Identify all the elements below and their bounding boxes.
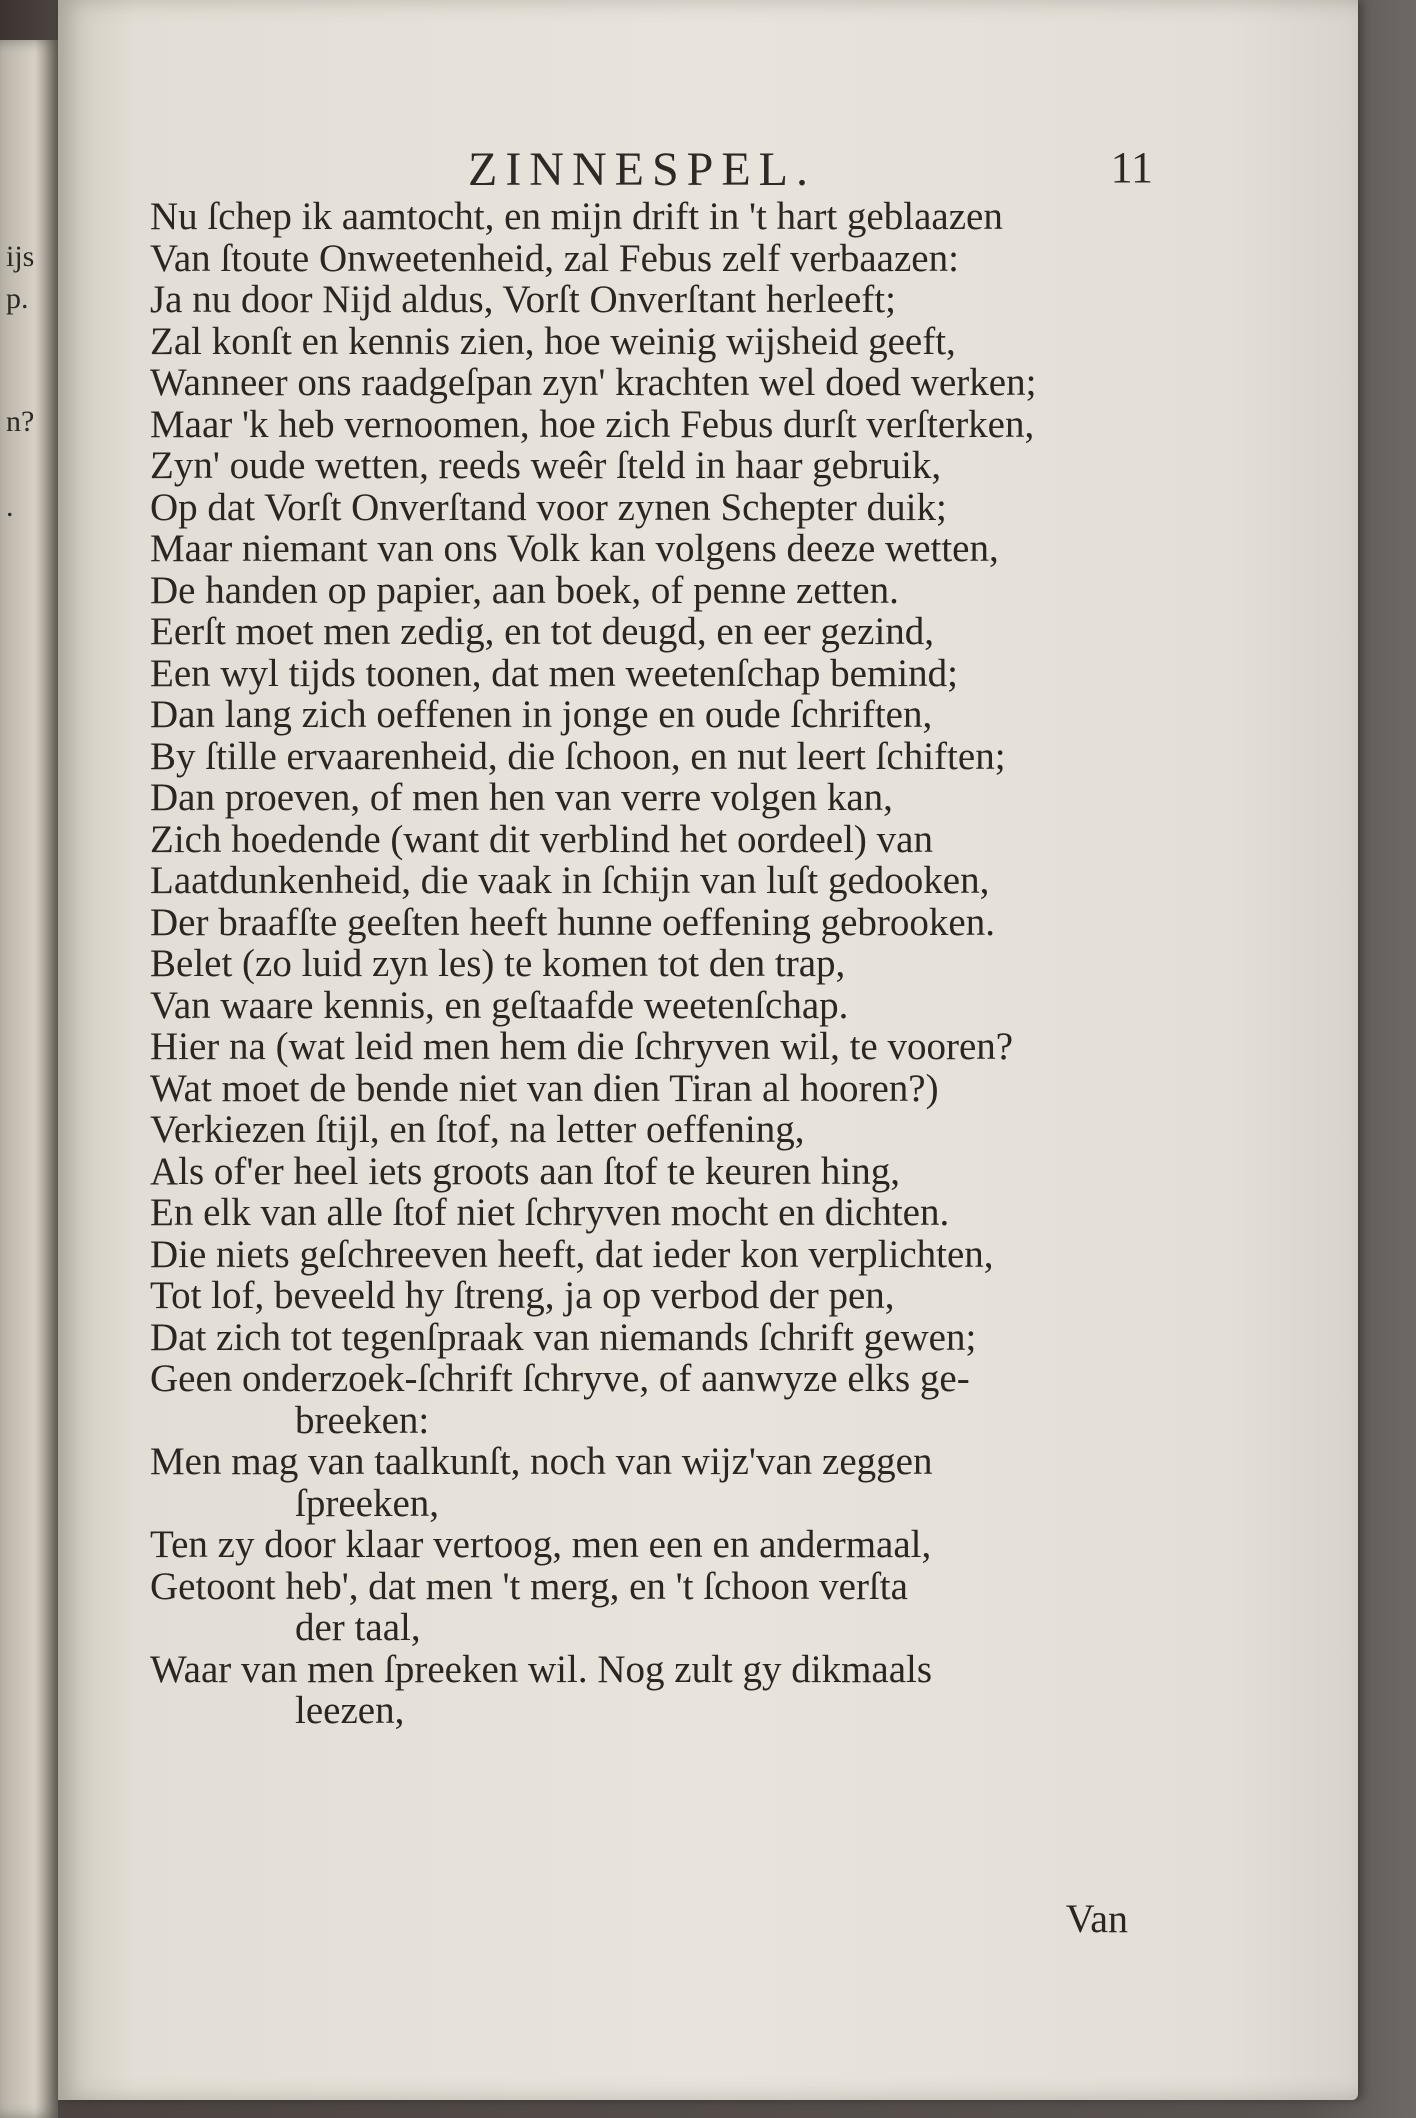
verse-line: breeken: [295, 1398, 430, 1442]
book-page [58, 0, 1358, 2100]
verse-line: Dat zich tot tegenſpraak van niemands ſchrift gewen; [150, 1315, 977, 1359]
verse-line: Maar 'k heb vernoomen, hoe zich Febus durſt verſterken, [150, 402, 1035, 446]
verse-line: Geen onderzoek-ſchrift ſchryve, of aanwyze elks ge- [150, 1357, 970, 1400]
verse-line: En elk van alle ſtof niet ſchryven mocht en dichten. [150, 1191, 950, 1234]
verse-line: Dan proeven, of men hen van verre volgen kan, [150, 776, 893, 819]
verse-line: Hier na (wat leid men hem die ſchryven wil, te vooren? [150, 1025, 1014, 1068]
verse-line: Een wyl tijds toonen, dat men weetenſchap bemind; [150, 651, 958, 695]
running-title: ZINNESPEL. [468, 143, 816, 196]
verse-line: Als of'er heel iets groots aan ſtof te keuren hing, [150, 1149, 900, 1193]
verse-line: Van ſtoute Onweetenheid, zal Febus zelf verbaazen: [150, 236, 959, 280]
verse-line: Die niets geſchreeven heeft, dat ieder kon verplichten, [150, 1232, 994, 1276]
verse-line: Van waare kennis, en geſtaafde weetenſchap. [150, 983, 849, 1027]
verse-line: Men mag van taalkunſt, noch van wijz'van zeggen [150, 1440, 933, 1483]
verse-line: Op dat Vorſt Onverſtand voor zynen Schepter duik; [150, 485, 947, 529]
verse-line: ſpreeken, [295, 1481, 440, 1525]
verse-line: Verkiezen ſtijl, en ſtof, na letter oeffening, [150, 1108, 805, 1151]
verse-line: Wat moet de bende niet van dien Tiran al hooren?) [150, 1066, 939, 1110]
verse-line: De handen op papier, aan boek, of penne zetten. [150, 568, 899, 612]
verse-line: der taal, [295, 1606, 421, 1649]
facing-page-edge [0, 40, 58, 2118]
verse-line: By ſtille ervaarenheid, die ſchoon, en nut leert ſchiften; [150, 734, 1006, 778]
verse-line: Dan lang zich oeffenen in jonge en oude ſchriften, [150, 693, 933, 736]
verse-line: Maar niemant van ons Volk kan volgens deeze wetten, [150, 527, 999, 570]
verse-line: Ja nu door Nijd aldus, Vorſt Onverſtant herleeft; [150, 278, 896, 321]
verse-line: Waar van men ſpreeken wil. Nog zult gy dikmaals [150, 1647, 933, 1691]
verse-line: Zal konſt en kennis zien, hoe weinig wijsheid geeft, [150, 319, 956, 363]
margin-fragment: p. [6, 282, 29, 315]
page-number: 11 [1110, 143, 1153, 192]
verse-line: leezen, [295, 1689, 405, 1732]
verse-text [150, 196, 1190, 1732]
verse-line: Zyn' oude wetten, reeds weêr ſteld in haar gebruik, [150, 444, 942, 487]
verse-line: Tot lof, beveeld hy ſtreng, ja op verbod der pen, [150, 1274, 895, 1317]
catchword: Van [1065, 1896, 1128, 1941]
verse-line: Zich hoedende (want dit verblind het oordeel) van [150, 817, 933, 861]
margin-fragment: . [6, 490, 14, 523]
verse-line: Wanneer ons raadgeſpan zyn' krachten wel doed werken; [150, 361, 1037, 404]
verse-line: Eerſt moet men zedig, en tot deugd, en eer gezind, [150, 610, 935, 653]
margin-fragment: n? [6, 405, 35, 438]
verse-line: Ten zy door klaar vertoog, men een en andermaal, [150, 1523, 932, 1566]
verse-line: Nu ſchep ik aamtocht, en mijn drift in 't hart geblaazen [150, 195, 1003, 238]
verse-line: Der braafſte geeſten heeft hunne oeffening gebrooken. [150, 900, 995, 944]
verse-line: Getoont heb', dat men 't merg, en 't ſchoon verſta [150, 1564, 908, 1608]
verse-line: Laatdunkenheid, die vaak in ſchijn van luſt gedooken, [150, 859, 990, 902]
verse-line: Belet (zo luid zyn les) te komen tot den trap, [150, 942, 846, 985]
margin-fragment: ijs [6, 240, 35, 273]
